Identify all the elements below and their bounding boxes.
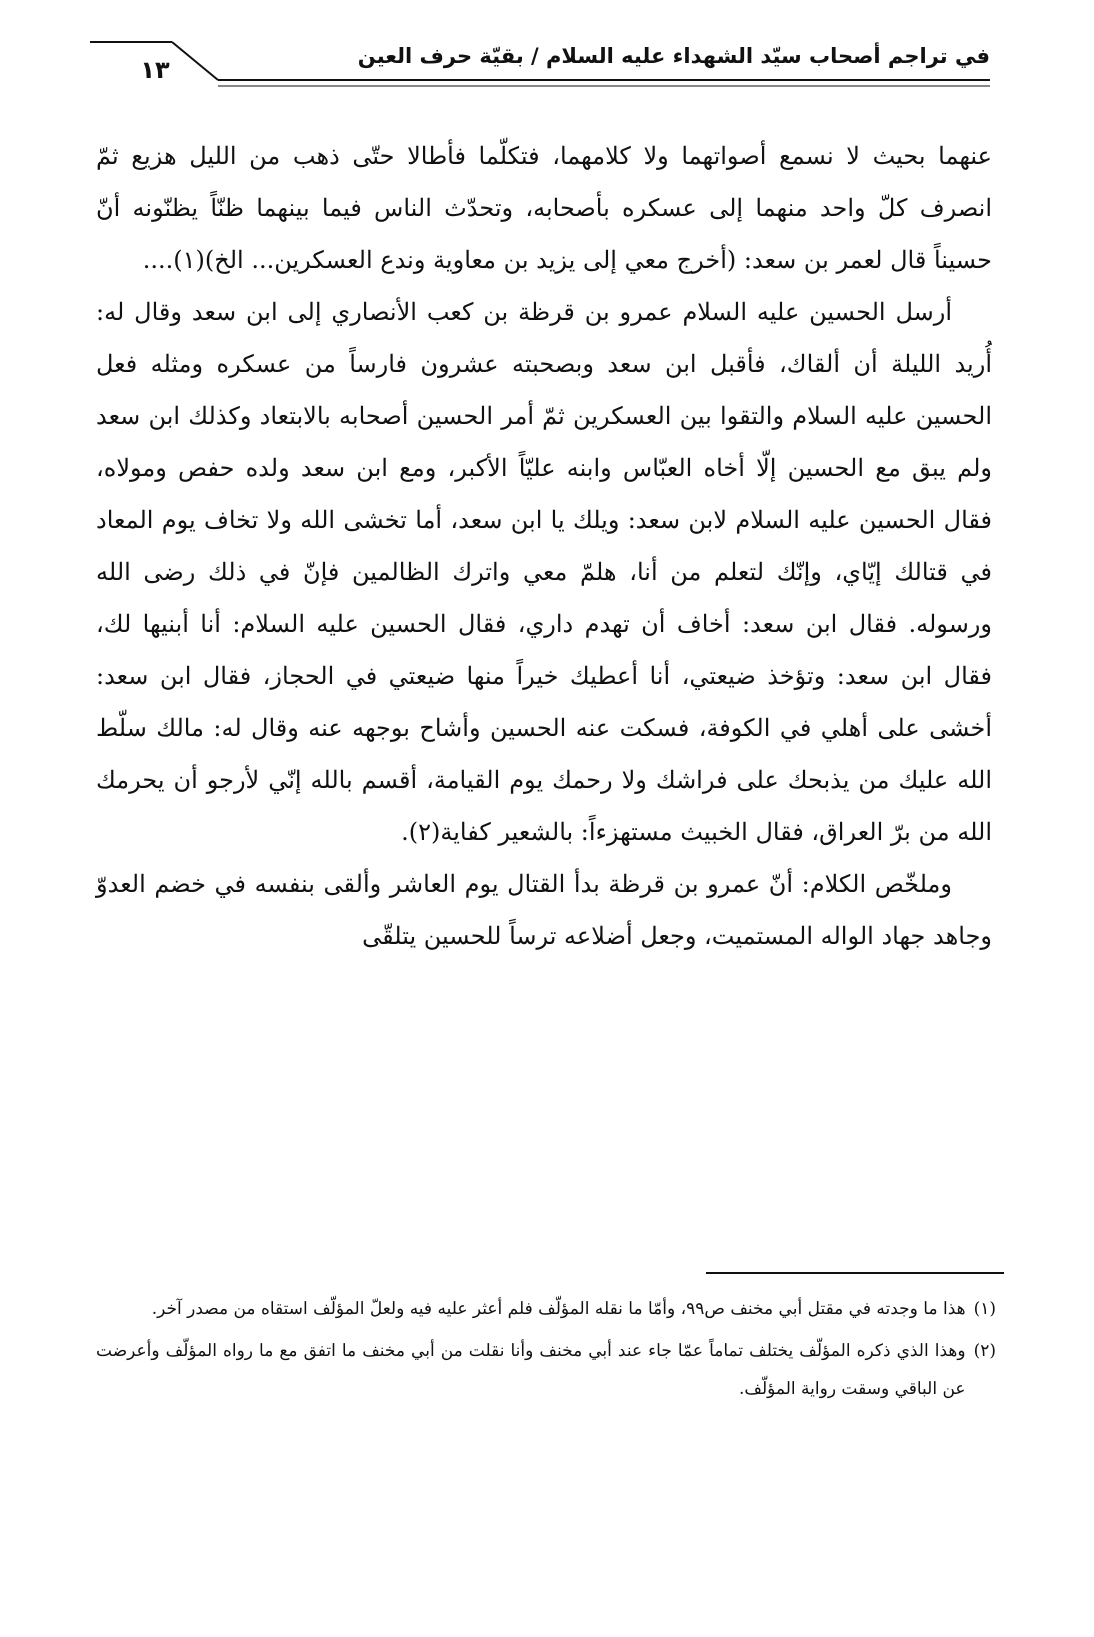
footnotes: [96, 1290, 996, 1412]
footnote-1: [96, 1290, 996, 1328]
paragraph-2: أرسل الحسين عليه السلام عمرو بن قرظة بن كعب الأنصاري إلى ابن سعد وقال له: أُريد الليلة أن ألقاك، فأقبل ابن سعد وبصحبته عشرون فارساً من عسكره ومثله فعل الحسين عليه السلام والتقوا بين العسكرين ثمّ أمر الحسين أصحابه بالابتعاد وكذلك ابن سعد ولم يبق مع الحسين إلّا أخاه العبّاس وابنه عليّاً الأكبر، ومع ابن سعد ولده حفص ومولاه، فقال الحسين عليه السلام لابن سعد: ويلك يا ابن سعد، أما تخشى الله ولا تخاف يوم المعاد في قتالك إيّاي، وإنّك لتعلم من أنا، هلمّ معي واترك الظالمين فإنّ في ذلك رضى الله ورسوله. فقال ابن سعد: أخاف أن تهدم داري، فقال الحسين عليه السلام: أنا أبنيها لك، فقال ابن سعد: وتؤخذ ضيعتي، أنا أعطيك خيراً منها ضيعتي في الحجاز، فقال ابن سعد: أخشى على أهلي في الكوفة، فسكت عنه الحسين وأشاح بوجهه عنه وقال له: مالك سلّط الله عليك من يذبحك على فراشك ولا رحمك يوم القيامة، أقسم بالله إنّي لأرجو أن يحرمك الله من برّ العراق، فقال الخبيث مستهزءاً: بالشعير كفاية(٢).: [96, 298, 992, 846]
paragraph-1: عنهما بحيث لا نسمع أصواتهما ولا كلامهما، فتكلّما فأطالا حتّى ذهب من الليل هزيع ثمّ انصرف كلّ واحد منهما إلى عسكره بأصحابه، وتحدّث الناس فيما بينهما ظنّاً يظنّونه أنّ حسيناً قال لعمر بن سعد: (أخرج معي إلى يزيد بن معاوية وندع العسكرين... الخ)(١)....: [96, 142, 992, 274]
footnote-text: وهذا الذي ذكره المؤلّف يختلف تماماً عمّا جاء عند أبي مخنف وأنا نقلت من أبي مخنف ما اتفق مع ما رواه المؤلّف وأعرضت عن الباقي وسقت رواية المؤلّف.: [96, 1341, 966, 1399]
footnote-number: (١): [973, 1299, 996, 1319]
paragraph-3: وملخّص الكلام: أنّ عمرو بن قرظة بدأ القتال يوم العاشر وألقى بنفسه في خضم العدوّ وجاهد جهاد الواله المستميت، وجعل أضلاعه ترساً للحسين يتلقّى: [96, 870, 992, 950]
footnote-separator: [706, 1272, 1004, 1274]
footnote-2: [96, 1332, 996, 1408]
page-number: ١٣: [140, 56, 170, 84]
footnote-number: (٢): [973, 1341, 996, 1361]
header-title: في تراجم أصحاب سيّد الشهداء عليه السلام / بقيّة حرف العين: [357, 44, 990, 68]
running-header: [90, 36, 990, 96]
main-text: [96, 130, 992, 962]
footnote-text: هذا ما وجدته في مقتل أبي مخنف ص٩٩، وأمّا ما نقله المؤلّف فلم أعثر عليه فيه ولعلّ المؤلّف استقاه من مصدر آخر.: [151, 1299, 966, 1319]
